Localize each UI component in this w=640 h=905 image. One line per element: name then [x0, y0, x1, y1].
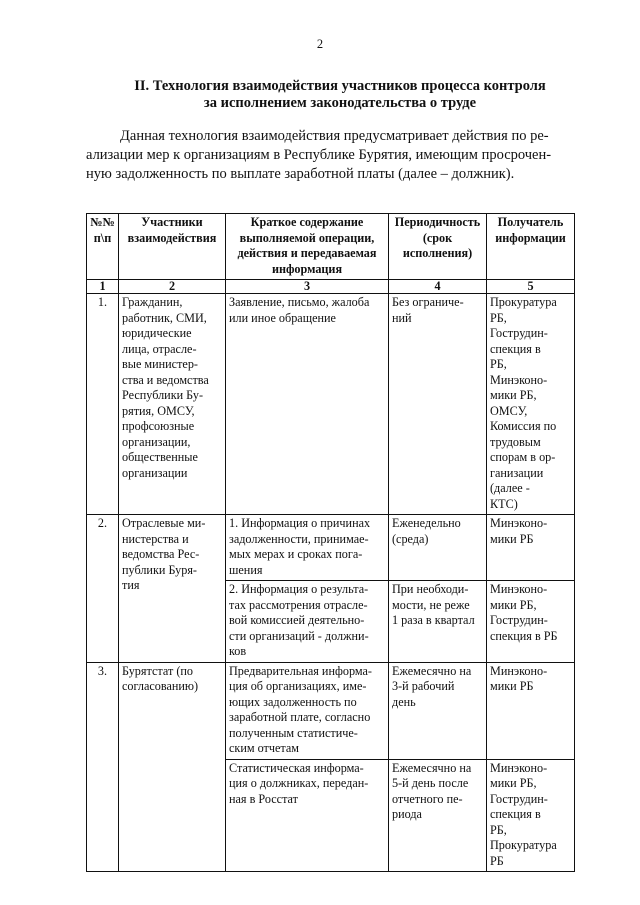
intro-text: Данная технология взаимодействия предусматривает действия по ре- ализации мер к организациям в Республике Бурятия, имеющим просрочен- ную задолженность по выплате заработной платы (далее – должник). — [86, 128, 552, 182]
period-cell: Еженедельно (среда) — [389, 515, 487, 581]
period-cell: Ежемесячно на 5-й день после отчетного пе- риода — [389, 759, 487, 872]
recipient-cell: Минэконо- мики РБ — [487, 515, 575, 581]
period-cell: При необходи- мости, не реже 1 раза в квартал — [389, 581, 487, 663]
intro-paragraph — [86, 127, 574, 184]
content-cell: Статистическая информа- ция о должниках, передан- ная в Росстат — [226, 759, 389, 872]
recipient-cell: Минэконо- мики РБ — [487, 662, 575, 759]
column-number: 5 — [487, 280, 575, 294]
row-number: 3. — [87, 662, 119, 872]
participant-cell: Отраслевые ми- нистерства и ведомства Рес- публики Буря- тия — [119, 515, 226, 663]
header-participants: Участники взаимодействия — [119, 214, 226, 280]
header-content: Краткое содержание выполняемой операции, действия и передаваемая информация — [226, 214, 389, 280]
recipient-cell: Минэконо- мики РБ, Гострудин- спекция в РБ, Прокуратура РБ — [487, 759, 575, 872]
content-cell: 2. Информация о результа- тах рассмотрения отрасле- вой комиссией деятельно- сти организаций - должни- ков — [226, 581, 389, 663]
content-cell: Заявление, письмо, жалоба или иное обращение — [226, 294, 389, 515]
period-cell: Ежемесячно на 3-й рабочий день — [389, 662, 487, 759]
content-cell: 1. Информация о причинах задолженности, принимае- мых мерах и сроках пога- шения — [226, 515, 389, 581]
interaction-table — [86, 213, 575, 872]
column-number: 3 — [226, 280, 389, 294]
header-recipient: Получатель информации — [487, 214, 575, 280]
table-header-row — [87, 214, 575, 280]
section-title — [60, 78, 620, 112]
column-number: 1 — [87, 280, 119, 294]
header-period: Периодичность (срок исполнения) — [389, 214, 487, 280]
content-cell: Предварительная информа- ция об организациях, име- ющих задолженность по заработной плате, согласно полученным статистиче- ским отчетам — [226, 662, 389, 759]
header-number: №№ п\п — [87, 214, 119, 280]
row-number: 1. — [87, 294, 119, 515]
period-cell: Без ограниче- ний — [389, 294, 487, 515]
participant-cell: Бурятстат (по согласованию) — [119, 662, 226, 872]
table-row — [87, 515, 575, 581]
table-row — [87, 294, 575, 515]
section-title-line-2: за исполнением законодательства о труде — [203, 95, 477, 111]
table-row — [87, 662, 575, 759]
page-number: 2 — [316, 37, 324, 51]
recipient-cell: Минэконо- мики РБ, Гострудин- спекция в РБ — [487, 581, 575, 663]
recipient-cell: Прокуратура РБ, Гострудин- спекция в РБ, Минэконо- мики РБ, ОМСУ, Комиссия по трудовым спорам в ор- ганизации (далее - КТС) — [487, 294, 575, 515]
column-number-row — [87, 280, 575, 294]
section-title-line-1: II. Технология взаимодействия участников процесса контроля — [134, 78, 546, 94]
column-number: 2 — [119, 280, 226, 294]
participant-cell: Гражданин, работник, СМИ, юридические лица, отрасле- вые министер- ства и ведомства Республики Бу- рятия, ОМСУ, профсоюзные организации, общественные организации — [119, 294, 226, 515]
column-number: 4 — [389, 280, 487, 294]
row-number: 2. — [87, 515, 119, 663]
